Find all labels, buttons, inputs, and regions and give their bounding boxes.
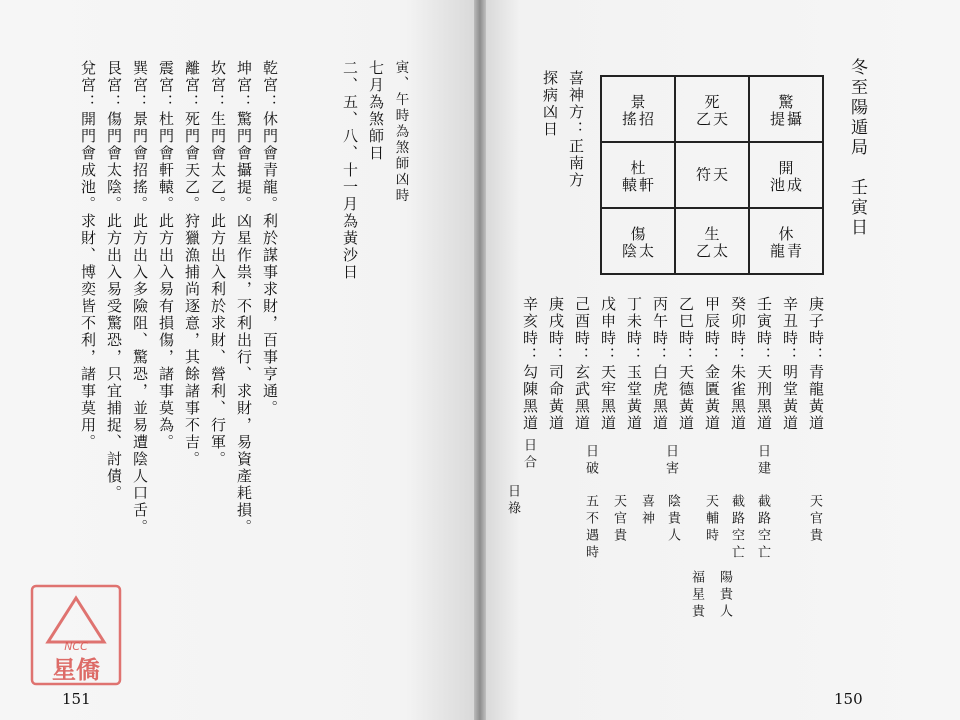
joy-god-direction: 喜神方：正南方 <box>567 70 585 189</box>
palace-line-kun: 坤宮：驚門會攝提。凶星作祟，不利出行、求財，易資產耗損。 <box>235 60 253 536</box>
hour-note: 日祿 <box>505 484 520 518</box>
grid-cell: 驚 提 攝 <box>749 76 823 142</box>
svg-text:星僑: 星僑 <box>52 655 100 684</box>
hour-main: 庚戌時：司命黃道 <box>547 296 565 432</box>
hour-note: 日合 <box>521 438 536 472</box>
hour-main: 戊申時：天牢黑道 <box>599 296 617 432</box>
hour-main: 乙巳時：天德黃道 <box>677 296 695 432</box>
note-huangsha-day: 二、五、八、十一月為黃沙日 <box>341 60 359 281</box>
hour-note: 截路空亡 <box>729 494 744 562</box>
note-shashi-hours: 寅、午時為煞師凶時 <box>392 60 409 204</box>
hour-main: 甲辰時：金匱黃道 <box>703 296 721 432</box>
hour-note: 日破 <box>583 444 598 478</box>
palace-line-xun: 巽宮：景門會招搖。此方出入多險阻、驚恐，並易遭陰人口舌。 <box>131 60 149 536</box>
hour-main: 己酉時：玄武黑道 <box>573 296 591 432</box>
hour-note: 日建 <box>755 444 770 478</box>
hour-note: 五不遇時 <box>583 494 598 562</box>
page-number-right: 150 <box>834 690 863 708</box>
hour-note: 截路空亡 <box>755 494 770 562</box>
hour-main: 壬寅時：天刑黑道 <box>755 296 773 432</box>
hour-main: 辛丑時：明堂黃道 <box>781 296 799 432</box>
hour-main: 丁未時：玉堂黃道 <box>625 296 643 432</box>
palace-line-kan: 坎宮：生門會太乙。此方出入利於求財、營利、行軍。 <box>209 60 227 468</box>
grid-cell: 死 乙 天 <box>675 76 749 142</box>
grid-cell: 生 乙 太 <box>675 208 749 274</box>
grid-cell: 傷 陰 太 <box>601 208 675 274</box>
palace-line-qian: 乾宮：休門會青龍。利於謀事求財，百事亨通。 <box>261 60 279 417</box>
hour-note: 福星貴 <box>689 570 704 621</box>
hour-note: 喜神 <box>639 494 654 528</box>
note-shashi-day: 七月為煞師日 <box>367 60 385 162</box>
grid-cell: 杜 轅 軒 <box>601 142 675 208</box>
hour-main: 辛亥時：勾陳黑道 <box>521 296 539 432</box>
svg-text:NCC: NCC <box>64 640 88 653</box>
hour-note: 天官貴 <box>807 494 822 545</box>
sick-visit-note: 探病凶日 <box>541 70 559 138</box>
page-number-left: 151 <box>62 690 91 708</box>
page-title: 冬至陽遁局 壬寅日 <box>847 58 867 238</box>
grid-cell: 符 天 <box>675 142 749 208</box>
hour-note: 日害 <box>663 444 678 478</box>
hour-note: 天官貴 <box>611 494 626 545</box>
palace-line-zhen: 震宮：杜門會軒轅。此方出入易有損傷，諸事莫為。 <box>157 60 175 451</box>
hour-main: 庚子時：青龍黃道 <box>807 296 825 432</box>
hour-main: 丙午時：白虎黑道 <box>651 296 669 432</box>
book-gutter <box>474 0 486 720</box>
ncc-xingqiao-stamp <box>30 582 122 688</box>
hour-note: 天輔時 <box>703 494 718 545</box>
qimen-grid <box>600 75 824 275</box>
palace-line-li: 離宮：死門會天乙。狩獵漁捕尚逐意，其餘諸事不吉。 <box>183 60 201 468</box>
palace-line-gen: 艮宮：傷門會太陰。此方出入易受驚恐，只宜捕捉、討債。 <box>105 60 123 502</box>
hour-note: 陰貴人 <box>665 494 680 545</box>
palace-line-dui: 兌宮：開門會成池。求財、博奕皆不利，諸事莫用。 <box>79 60 97 451</box>
hour-main: 癸卯時：朱雀黑道 <box>729 296 747 432</box>
hour-note: 陽貴人 <box>717 570 732 621</box>
grid-cell: 開 池 成 <box>749 142 823 208</box>
grid-cell: 休 龍 青 <box>749 208 823 274</box>
grid-cell: 景 搖 招 <box>601 76 675 142</box>
